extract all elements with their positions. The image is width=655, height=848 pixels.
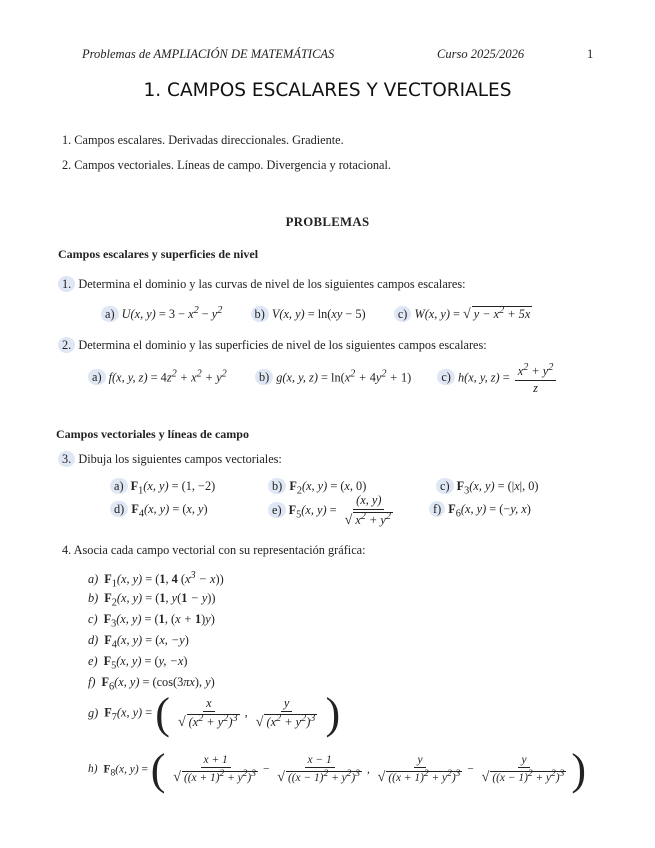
header-course: Curso 2025/2026 (437, 47, 525, 61)
toc-item-2: 2. Campos vectoriales. Líneas de campo. Divergencia y rotacional. (62, 158, 391, 172)
problem-number: 4. (62, 543, 72, 557)
problem-1 (58, 277, 466, 292)
problem-3-item-c: c) $F_3(x$, y) = (|x|, 0) (436, 479, 539, 496)
item-label: b) (251, 306, 269, 322)
problem-4-item-f: f) $F_6(x$, y) = (cos(3πx), y) (88, 675, 215, 693)
item-label: c) (436, 478, 454, 494)
problem-4-item-a: a) $F_1(x$, y) = (1, 4 $(x^3 - x)$) (88, 570, 224, 590)
item-label: b) (88, 591, 99, 605)
item-label: a) (101, 306, 119, 322)
problem-2-items: a) f(x, y, $z) = 4z^2 + x^2 + y^2$ b) g(x, y, $z) = \ln(x^2 + 4y^2 + 1)$ c) h(x, y, z) = $\frac{x^2 + y^2}{z}$ (88, 362, 558, 395)
problem-number: 1. (58, 276, 75, 292)
item-label: b) (255, 369, 273, 385)
section-heading-vector: Campos vectoriales y líneas de campo (56, 427, 249, 441)
problem-text: Asocia cada campo vectorial con su representación gráfica: (73, 543, 366, 557)
item-label: c) (394, 306, 412, 322)
item-label: d) (88, 633, 99, 647)
problem-number: 2. (58, 337, 75, 353)
problem-3 (58, 452, 282, 467)
item-label: h) (88, 763, 98, 776)
problem-4-item-g: g) $F_7(x$, y) = ( $\frac{x}{√ (x^2 + y^2)^3}$ , $\frac{y}{√ (x^2 + y^2)^3}$ ) (88, 689, 341, 738)
problem-4-item-b: b) $F_2(x$, y) = (1, y(1 − y)) (88, 591, 216, 609)
problem-text: Determina el dominio y las curvas de nivel de los siguientes campos escalares: (78, 277, 466, 291)
problem-text: Determina el dominio y las superficies de nivel de los siguientes campos escalares: (78, 338, 487, 352)
problem-3-item-b: b) $F_2(x$, y) = (x, 0) (268, 479, 366, 496)
problem-4-item-d: d) $F_4(x$, y) = (x, −y) (88, 633, 189, 651)
item-label: a) (88, 369, 106, 385)
page-title: 1. CAMPOS ESCALARES Y VECTORIALES (143, 80, 512, 101)
item-label: e) (268, 502, 286, 518)
problem-4-item-e: e) $F_5(x$, y) = (y, −x) (88, 654, 188, 672)
problem-text: Dibuja los siguientes campos vectoriales: (78, 452, 282, 466)
item-label: g) (88, 705, 99, 720)
item-label: e) (88, 654, 98, 668)
item-label: f) (88, 675, 96, 689)
problem-4-item-c: c) $F_3(x$, y) = (1, (x + 1)y) (88, 612, 215, 630)
problem-4 (62, 543, 366, 558)
problem-3-item-e: e) $F_5(x$, y) = $\frac{(x, y)}{√ x^2 + y^2}$ (268, 494, 398, 528)
toc-item-1: 1. Campos escalares. Derivadas direccionales. Gradiente. (62, 133, 344, 147)
item-label: d) (110, 501, 128, 517)
item-label: a) (88, 572, 99, 587)
problems-heading: PROBLEMAS (285, 215, 370, 229)
item-label: c) (437, 369, 455, 385)
problem-number: 3. (58, 451, 75, 467)
header-left: Problemas de AMPLIACIÓN DE MATEMÁTICAS (82, 47, 335, 61)
page-number: 1 (587, 47, 594, 61)
problem-1-items: a) U(x, $y) = 3 - x^2 - y^2$ b) V(x, y) = ln(xy − 5) c) W(x, y) = √ $y - x^2 + 5x$ (101, 305, 532, 323)
problem-4-item-h: h) $F_8(x$, y) = ( $\frac{x + 1}{√ ((x + 1)^2 + y^2)^3}$ − $\frac{x - 1}{√ ((x - 1)^2 + y^2)^3}$ , $\frac{y}{√ ((x + 1)^2 + y^2)^3}$ − $\frac{y}{√ ((x - 1)^2 + y^2)^3}$ ) (88, 745, 586, 794)
problem-3-item-a: a) $F_1(x$, y) = (1, −2) (110, 479, 215, 496)
item-label: a) (110, 478, 128, 494)
section-heading-scalar: Campos escalares y superficies de nivel (58, 247, 259, 261)
problem-3-item-f: f) $F_6(x$, y) = (−y, x) (429, 502, 531, 519)
item-label: c) (88, 612, 98, 626)
problem-3-item-d: d) $F_4(x$, y) = (x, y) (110, 502, 208, 519)
problem-2 (58, 338, 487, 353)
item-label: b) (268, 478, 286, 494)
item-label: f) (429, 501, 445, 517)
